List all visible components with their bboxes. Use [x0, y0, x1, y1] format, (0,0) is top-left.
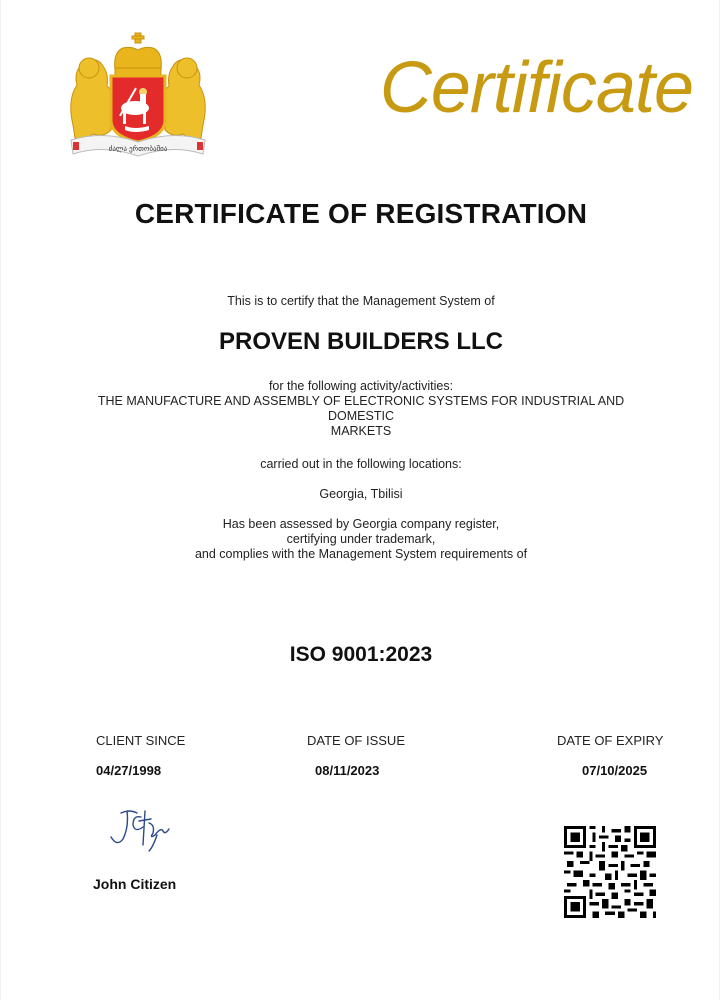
certificate-heading: Certificate	[379, 48, 693, 128]
coat-of-arms-icon	[63, 30, 213, 160]
iso-standard: ISO 9001:2023	[289, 643, 433, 666]
location: Georgia, Tbilisi	[319, 487, 403, 501]
client-since-label: CLIENT SINCE	[96, 733, 186, 748]
qr-code-icon[interactable]	[564, 826, 656, 918]
intro-text: This is to certify that the Management System of	[227, 294, 495, 308]
assessment-line: and complies with the Management System requirements of	[194, 547, 528, 561]
assessment-block	[1, 517, 720, 562]
date-of-issue-label: DATE OF ISSUE	[307, 733, 405, 748]
date-of-issue-value: 08/11/2023	[315, 763, 380, 778]
activity-label: for the following activity/activities:	[268, 379, 454, 393]
signature-icon	[105, 805, 175, 855]
activity-line: THE MANUFACTURE AND ASSEMBLY OF ELECTRONIC SYSTEMS FOR INDUSTRIAL AND	[97, 394, 625, 408]
activity-block	[1, 379, 720, 439]
signer-name: John Citizen	[93, 876, 177, 892]
locations-label: carried out in the following locations:	[260, 457, 462, 471]
activity-line: DOMESTIC	[328, 409, 394, 423]
svg-text:ძალა ერთობაშია: ძალა ერთობაშია	[108, 145, 168, 153]
date-of-expiry-value: 07/10/2025	[582, 763, 648, 778]
activity-line: MARKETS	[330, 424, 392, 438]
assessment-line: Has been assessed by Georgia company register,	[222, 517, 500, 531]
company-name: PROVEN BUILDERS LLC	[218, 328, 503, 355]
document-title: CERTIFICATE OF REGISTRATION	[134, 198, 588, 229]
assessment-line: certifying under trademark,	[286, 532, 436, 546]
date-of-expiry-label: DATE OF EXPIRY	[557, 733, 664, 748]
client-since-value: 04/27/1998	[96, 763, 162, 778]
